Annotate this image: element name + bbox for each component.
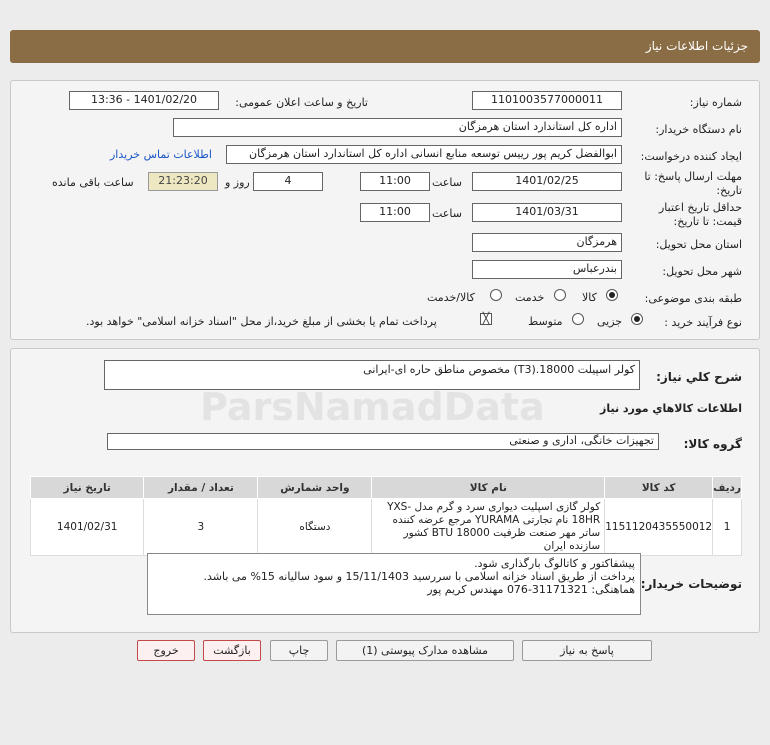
- treasury-payment-checkbox[interactable]: ╳: [480, 313, 492, 325]
- validity-label-line1: حداقل تاریخ اعتبار: [658, 201, 742, 214]
- goods-section-title: اطلاعات کالاهاي مورد نياز: [600, 402, 742, 415]
- category-both-label: کالا/خدمت: [427, 291, 475, 304]
- need-number-label: شماره نیاز:: [689, 96, 742, 109]
- goods-table: [30, 476, 742, 556]
- city-field: بندرعباس: [472, 260, 622, 279]
- remaining-label: ساعت باقی مانده: [52, 176, 134, 189]
- days-field: 4: [253, 172, 323, 191]
- buyer-notes-field: پیشفاکتور و کاتالوگ بارگذاری شود. پرداخت از طریق اسناد خزانه اسلامی با سررسید 15/11/1403 و سود سالیانه 15% می باشد. هماهنگی: 31171321-076 مهندس کریم پور: [147, 553, 641, 615]
- cell-qty: 3: [144, 499, 258, 556]
- process-minor-radio[interactable]: [631, 313, 643, 325]
- buyer-notes-label: توضیحات خریدار:: [640, 577, 742, 591]
- validity-time-label: ساعت: [432, 207, 462, 220]
- print-button[interactable]: چاپ: [270, 640, 328, 661]
- goods-group-field: تجهیزات خانگی، اداری و صنعتی: [107, 433, 659, 450]
- attachments-button[interactable]: مشاهده مدارک پیوستی (1): [336, 640, 514, 661]
- announce-label: تاریخ و ساعت اعلان عمومی:: [235, 96, 368, 109]
- creator-field: ابوالفضل کریم پور رییس توسعه منابع انسانی اداره کل استاندارد استان هرمزگان: [226, 145, 622, 164]
- category-goods-label: کالا: [582, 291, 597, 304]
- buyer-org-field: اداره کل استاندارد استان هرمزگان: [173, 118, 622, 137]
- category-service-radio[interactable]: [554, 289, 566, 301]
- category-both-radio[interactable]: [490, 289, 502, 301]
- page-title: جزئیات اطلاعات نیاز: [645, 39, 748, 53]
- city-label: شهر محل تحویل:: [662, 265, 742, 278]
- process-medium-radio[interactable]: [572, 313, 584, 325]
- category-goods-radio[interactable]: [606, 289, 618, 301]
- validity-label-line2: قیمت: تا تاریخ:: [673, 215, 742, 228]
- deadline-time-label: ساعت: [432, 176, 462, 189]
- payment-note: پرداخت تمام یا بخشی از مبلغ خرید،از محل "اسناد خزانه اسلامی" خواهد بود.: [86, 315, 437, 328]
- col-unit: واحد شمارش: [258, 477, 372, 499]
- remaining-time-field: 21:23:20: [148, 172, 218, 191]
- announce-field: 1401/02/20 - 13:36: [69, 91, 219, 110]
- col-code: کد کالا: [605, 477, 713, 499]
- process-medium-label: متوسط: [528, 315, 563, 328]
- validity-date-field: 1401/03/31: [472, 203, 622, 222]
- cell-name: کولر گازی اسپلیت دیواری سرد و گرم مدل YXS-18HR نام تجارتی YURAMA مرجع عرضه کننده ساتر مهر صنعت ظرفیت 18000 BTU کشور سازنده ایران: [372, 499, 605, 556]
- process-minor-label: جزیی: [597, 315, 623, 328]
- deadline-date-field: 1401/02/25: [472, 172, 622, 191]
- deadline-label: [644, 170, 742, 198]
- deadline-label-line2: تاریخ:: [716, 184, 742, 197]
- col-qty: تعداد / مقدار: [144, 477, 258, 499]
- process-label: نوع فرآیند خرید :: [664, 316, 742, 329]
- days-label: روز و: [225, 176, 250, 189]
- deadline-label-line1: مهلت ارسال پاسخ: تا: [644, 170, 742, 183]
- summary-label: شرح کلي نياز:: [656, 370, 742, 384]
- province-label: استان محل تحویل:: [655, 238, 742, 251]
- table-row: [31, 499, 742, 556]
- cell-row: 1: [713, 499, 742, 556]
- contact-info-link[interactable]: اطلاعات تماس خریدار: [110, 148, 212, 161]
- summary-field: کولر اسپیلت 18000.(T3) مخصوص مناطق حاره ای-ایرانی: [104, 360, 640, 390]
- category-label: طبقه بندی موضوعی:: [644, 292, 742, 305]
- goods-table-header: [31, 477, 742, 499]
- page-header: [10, 30, 760, 63]
- validity-label: [659, 201, 742, 229]
- col-date: تاریخ نیاز: [31, 477, 144, 499]
- cell-unit: دستگاه: [258, 499, 372, 556]
- reply-button[interactable]: پاسخ به نیاز: [522, 640, 652, 661]
- back-button[interactable]: بازگشت: [203, 640, 261, 661]
- deadline-time-field: 11:00: [360, 172, 430, 191]
- col-row: ردیف: [713, 477, 742, 499]
- cell-date: 1401/02/31: [31, 499, 144, 556]
- province-field: هرمزگان: [472, 233, 622, 252]
- need-number-field: 1101003577000011: [472, 91, 622, 110]
- cell-code: 1151120435550012: [605, 499, 713, 556]
- validity-time-field: 11:00: [360, 203, 430, 222]
- buyer-org-label: نام دستگاه خریدار:: [655, 123, 742, 136]
- category-service-label: خدمت: [515, 291, 545, 304]
- col-name: نام کالا: [372, 477, 605, 499]
- creator-label: ایجاد کننده درخواست:: [640, 150, 742, 163]
- goods-group-label: گروه کالا:: [683, 437, 742, 451]
- exit-button[interactable]: خروج: [137, 640, 195, 661]
